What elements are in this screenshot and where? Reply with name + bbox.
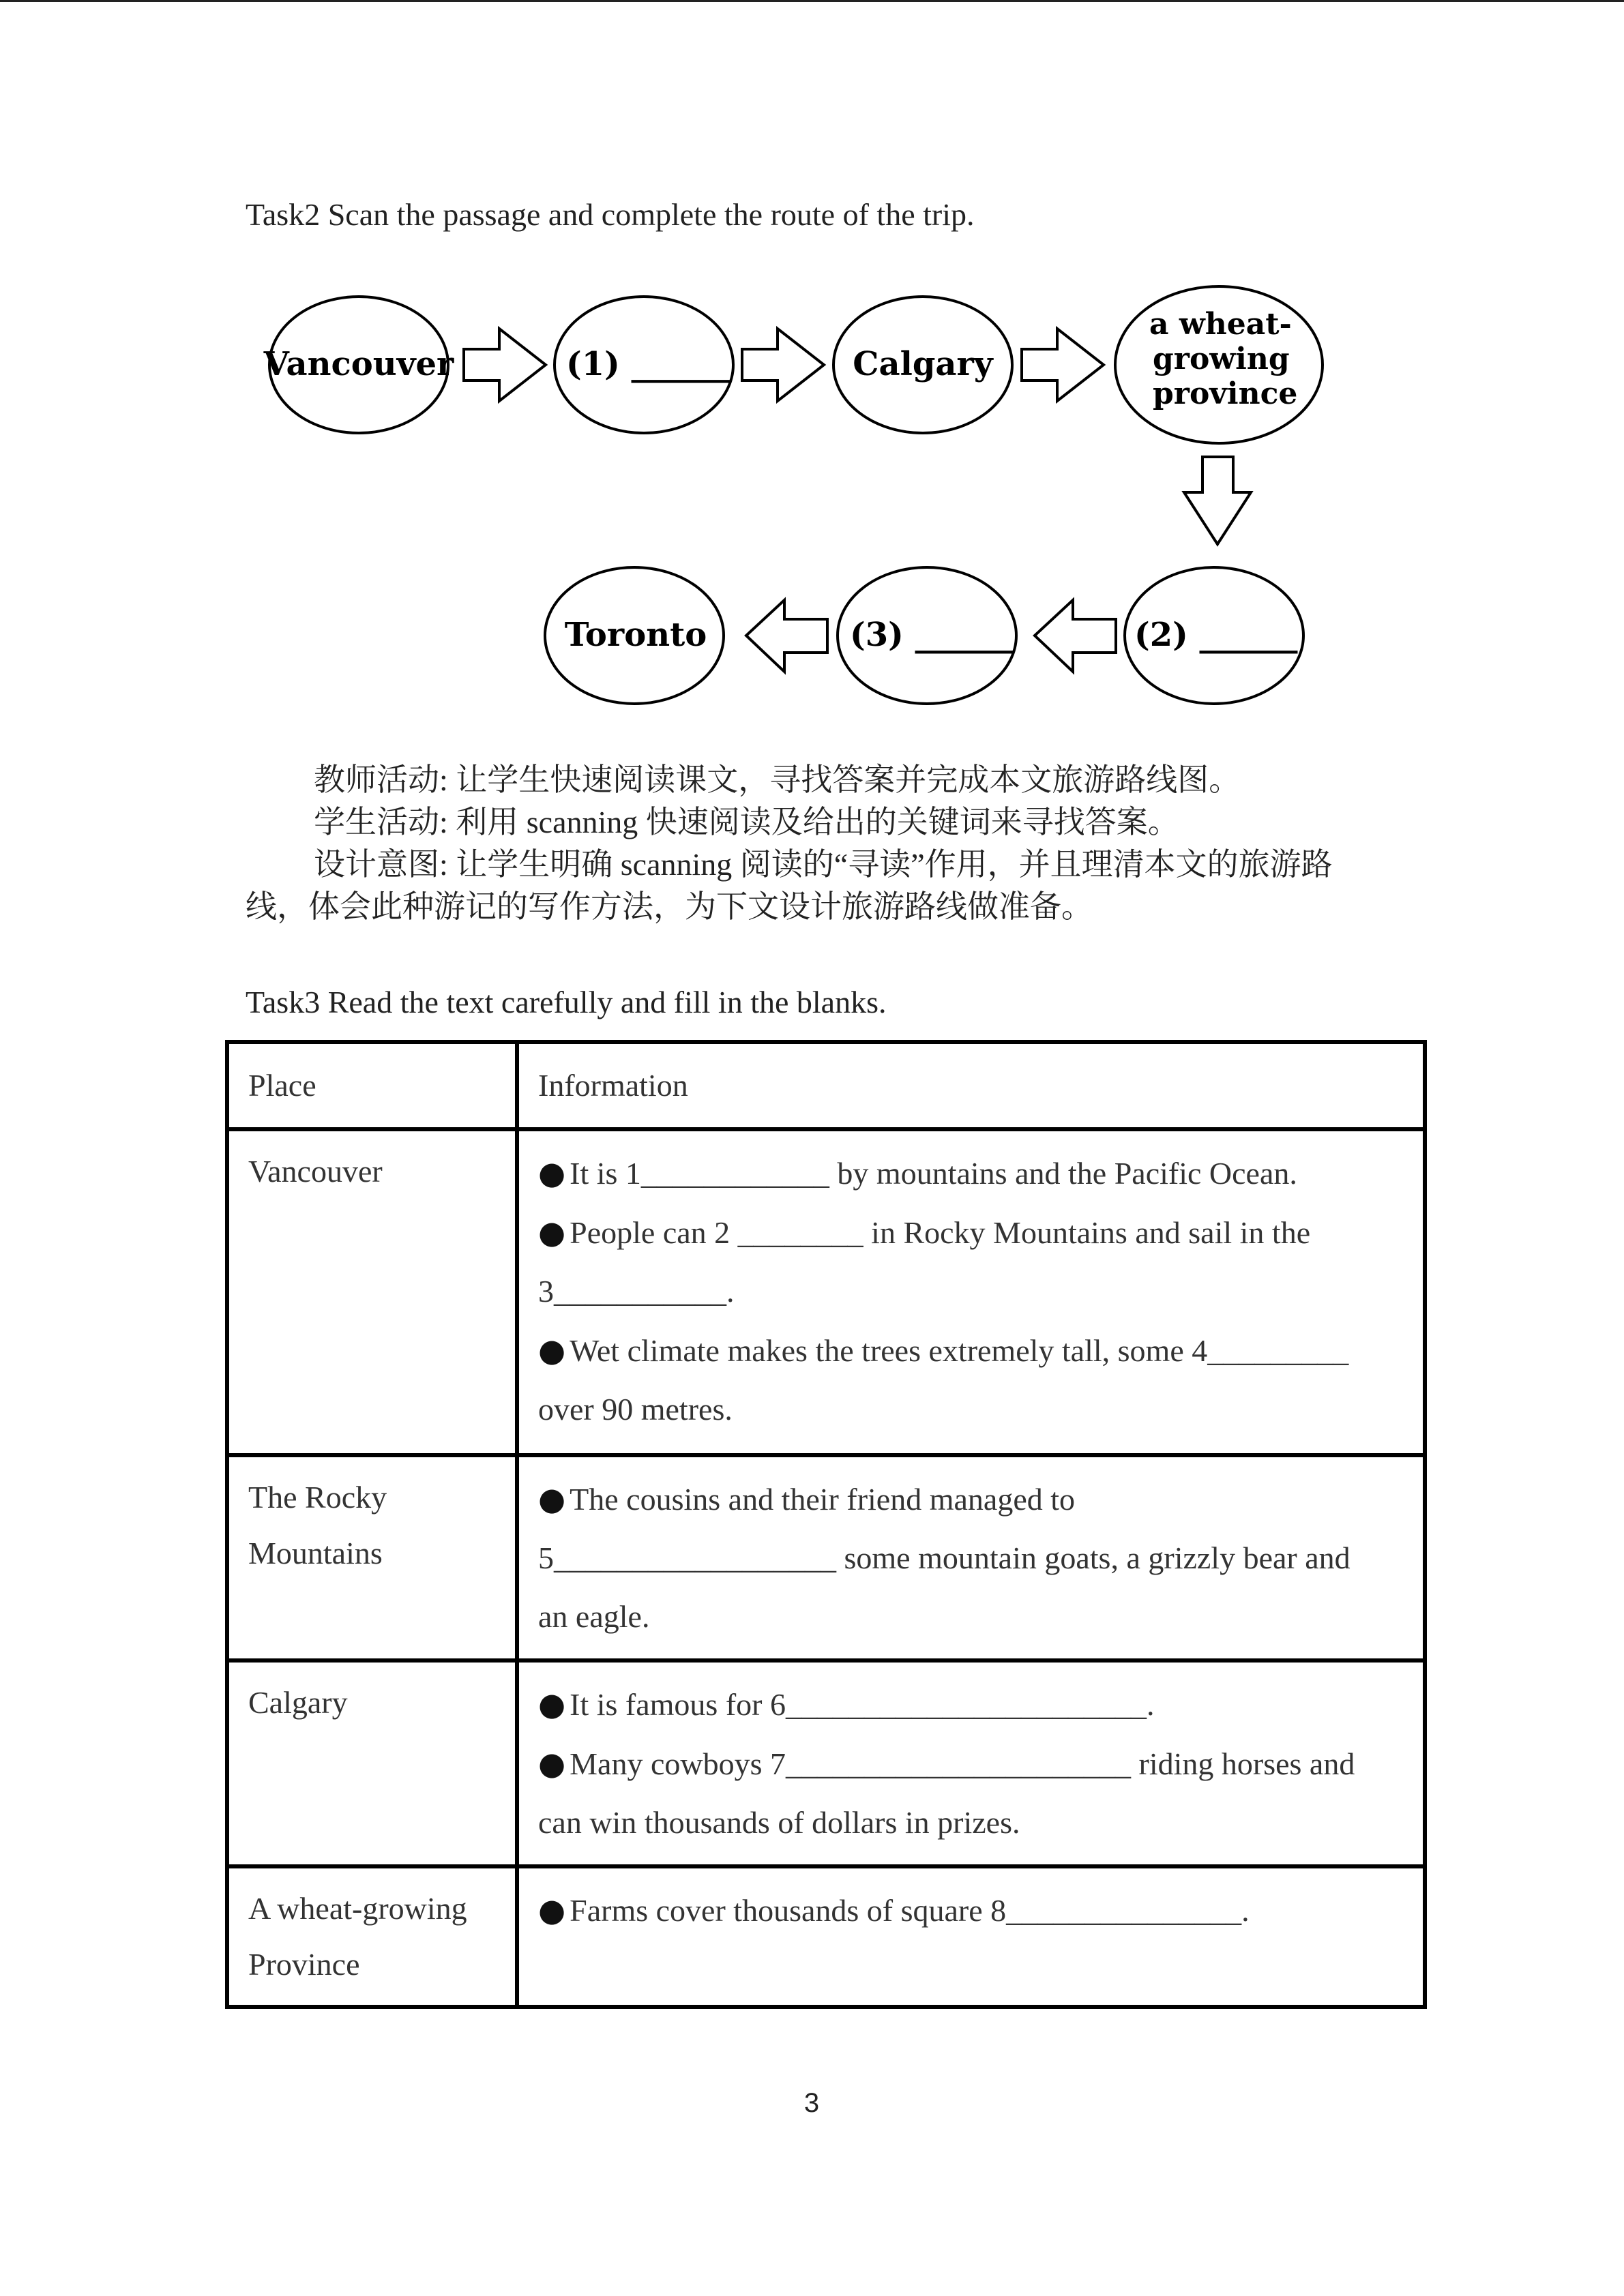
header-information: Information [517,1042,1425,1129]
task3-title: Task3 Read the text carefully and fill in the blanks. [246,985,887,1019]
teacher-activity: 教师活动: 让学生快速阅读课文，寻找答案并完成本文旅游路线图。 [314,762,1241,797]
information-text: can win thousands of dollars in prizes. [538,1805,1020,1840]
bullet-icon: ● [538,1686,566,1723]
node-wheat-label-3: province [1153,376,1298,411]
design-intent: 设计意图: 让学生明确 scanning 阅读的“寻读”作用，并且理清本文的旅游路线，体会此种游记的写作方法，为下文设计旅游路线做准备。 [246,847,1333,924]
information-text: over 90 metres. [538,1392,733,1427]
bullet-icon: ● [538,1480,566,1517]
information-line [538,1587,1404,1646]
arrow-down [1184,457,1251,544]
information-text: It is famous for 6_______________________. [570,1687,1155,1722]
arrow-right-3 [1022,329,1104,401]
table-row [227,1866,1425,2007]
teacher-activity-notes [246,759,1378,928]
information-line [538,1321,1404,1380]
bullet-icon: ● [538,1154,566,1191]
header-place: Place [227,1042,517,1129]
arrow-right-2 [742,329,824,401]
node-blank-1-label: (1) ______ [566,345,730,383]
route-diagram [259,280,1344,716]
information-text: It is 1____________ by mountains and the Pacific Ocean. [570,1156,1297,1191]
arrow-right-1 [464,329,546,401]
node-vancouver-label: Vancouver [263,345,454,383]
bullet-icon: ● [538,1214,566,1251]
page-number: 3 [803,2088,820,2118]
table-row [227,1129,1425,1455]
information-text: 5__________________ some mountain goats, a grizzly bear and [538,1540,1350,1575]
information-text: an eagle. [538,1599,650,1634]
information-line [538,1203,1404,1262]
place-cell: Calgary [227,1660,517,1866]
table-row [227,1455,1425,1660]
information-text: The cousins and their friend managed to [570,1482,1076,1517]
bullet-icon: ● [538,1892,566,1928]
node-wheat-label-1: a wheat- [1149,307,1292,342]
node-blank-3-label: (3) ______ [850,616,1014,654]
information-cell [517,1129,1425,1455]
place-cell: A wheat-growing Province [227,1866,517,2007]
information-line [538,1470,1404,1529]
information-line [538,1380,1404,1439]
information-cell [517,1660,1425,1866]
bullet-icon: ● [538,1332,566,1369]
node-calgary-label: Calgary [853,345,993,383]
arrow-left-1 [746,600,827,672]
information-line [538,1881,1404,1940]
information-text: Farms cover thousands of square 8_______________. [570,1893,1250,1928]
bullet-icon: ● [538,1745,566,1782]
task3-table [225,1040,1427,2009]
place-cell: Vancouver [227,1129,517,1455]
information-line [538,1144,1404,1203]
node-wheat-label-2: growing [1153,342,1290,376]
node-blank-2-label: (2) ______ [1134,616,1298,654]
information-line [538,1793,1404,1852]
table-row [227,1660,1425,1866]
information-line [538,1734,1404,1793]
information-line [538,1529,1404,1587]
place-cell: The Rocky Mountains [227,1455,517,1660]
student-activity: 学生活动: 利用 scanning 快速阅读及给出的关键词来寻找答案。 [314,805,1179,839]
information-line [538,1262,1404,1321]
information-text: People can 2 ________ in Rocky Mountains and sail in the [570,1215,1311,1250]
node-toronto-label: Toronto [564,616,707,654]
information-text: Many cowboys 7______________________ riding horses and [570,1746,1355,1781]
information-cell [517,1866,1425,2007]
task2-title: Task2 Scan the passage and complete the route of the trip. [246,197,975,232]
information-line [538,1675,1404,1734]
information-text: 3___________. [538,1274,735,1309]
top-border [0,0,1624,2]
information-cell [517,1455,1425,1660]
information-text: Wet climate makes the trees extremely tall, some 4_________ [570,1333,1349,1368]
arrow-left-2 [1035,600,1116,672]
table-header-row [227,1042,1425,1129]
